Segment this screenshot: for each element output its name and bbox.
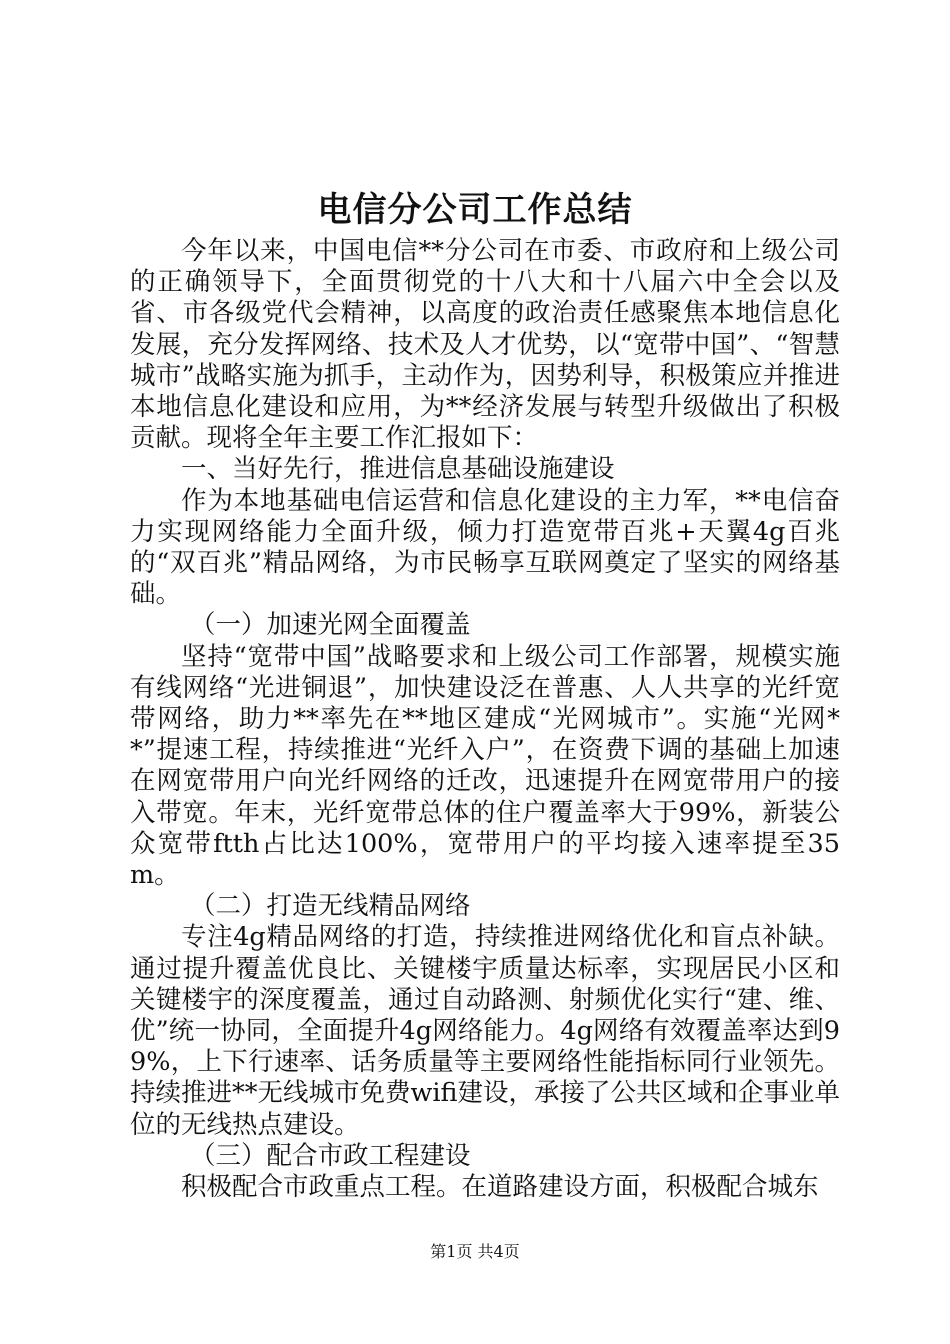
document-body [130,236,840,1203]
paragraph-subsection-2: 专注4g精品网络的打造，持续推进网络优化和盲点补缺。通过提升覆盖优良比、关键楼宇质量达标率，实现居民小区和关键楼宇的深度覆盖，通过自动路测、射频优化实行“建、维、优”统一协同，全面提升4g网络能力。4g网络有效覆盖率达到99%，上下行速率、话务质量等主要网络性能指标同行业领先。持续推进**无线城市免费wifi建设，承接了公共区域和企事业单位的无线热点建设。 [130,922,840,1140]
paragraph-intro: 今年以来，中国电信**分公司在市委、市政府和上级公司的正确领导下，全面贯彻党的十八大和十八届六中全会以及省、市各级党代会精神，以高度的政治责任感聚焦本地信息化发展，充分发挥网络、技术及人才优势，以“宽带中国”、“智慧城市”战略实施为抓手，主动作为，因势利导，积极策应并推进本地信息化建设和应用，为**经济发展与转型升级做出了积极贡献。现将全年主要工作汇报如下： [130,236,840,454]
paragraph-section-1: 作为本地基础电信运营和信息化建设的主力军，**电信奋力实现网络能力全面升级，倾力打造宽带百兆+天翼4g百兆的“双百兆”精品网络，为市民畅享互联网奠定了坚实的网络基础。 [130,485,840,610]
paragraph-subsection-1: 坚持“宽带中国”战略要求和上级公司工作部署，规模实施有线网络“光进铜退”，加快建设泛在普惠、人人共享的光纤宽带网络，助力**率先在**地区建成“光网城市”。实施“光网**”提速工程，持续推进“光纤入户”，在资费下调的基础上加速在网宽带用户向光纤网络的迁改，迅速提升在网宽带用户的接入带宽。年末，光纤宽带总体的住户覆盖率大于99%，新装公众宽带ftth占比达100%，宽带用户的平均接入速率提至35m。 [130,641,840,891]
subsection-heading-3: （三）配合市政工程建设 [190,1140,471,1171]
paragraph-subsection-3: 积极配合市政重点工程。在道路建设方面，积极配合城东 [181,1172,819,1203]
section-heading-1: 一、当好先行，推进信息基础设施建设 [181,454,615,485]
document-title: 电信分公司工作总结 [317,190,633,230]
page-footer: 第1页 共4页 [430,1242,520,1261]
subsection-heading-1: （一）加速光网全面覆盖 [190,610,471,641]
subsection-heading-2: （二）打造无线精品网络 [190,891,471,922]
